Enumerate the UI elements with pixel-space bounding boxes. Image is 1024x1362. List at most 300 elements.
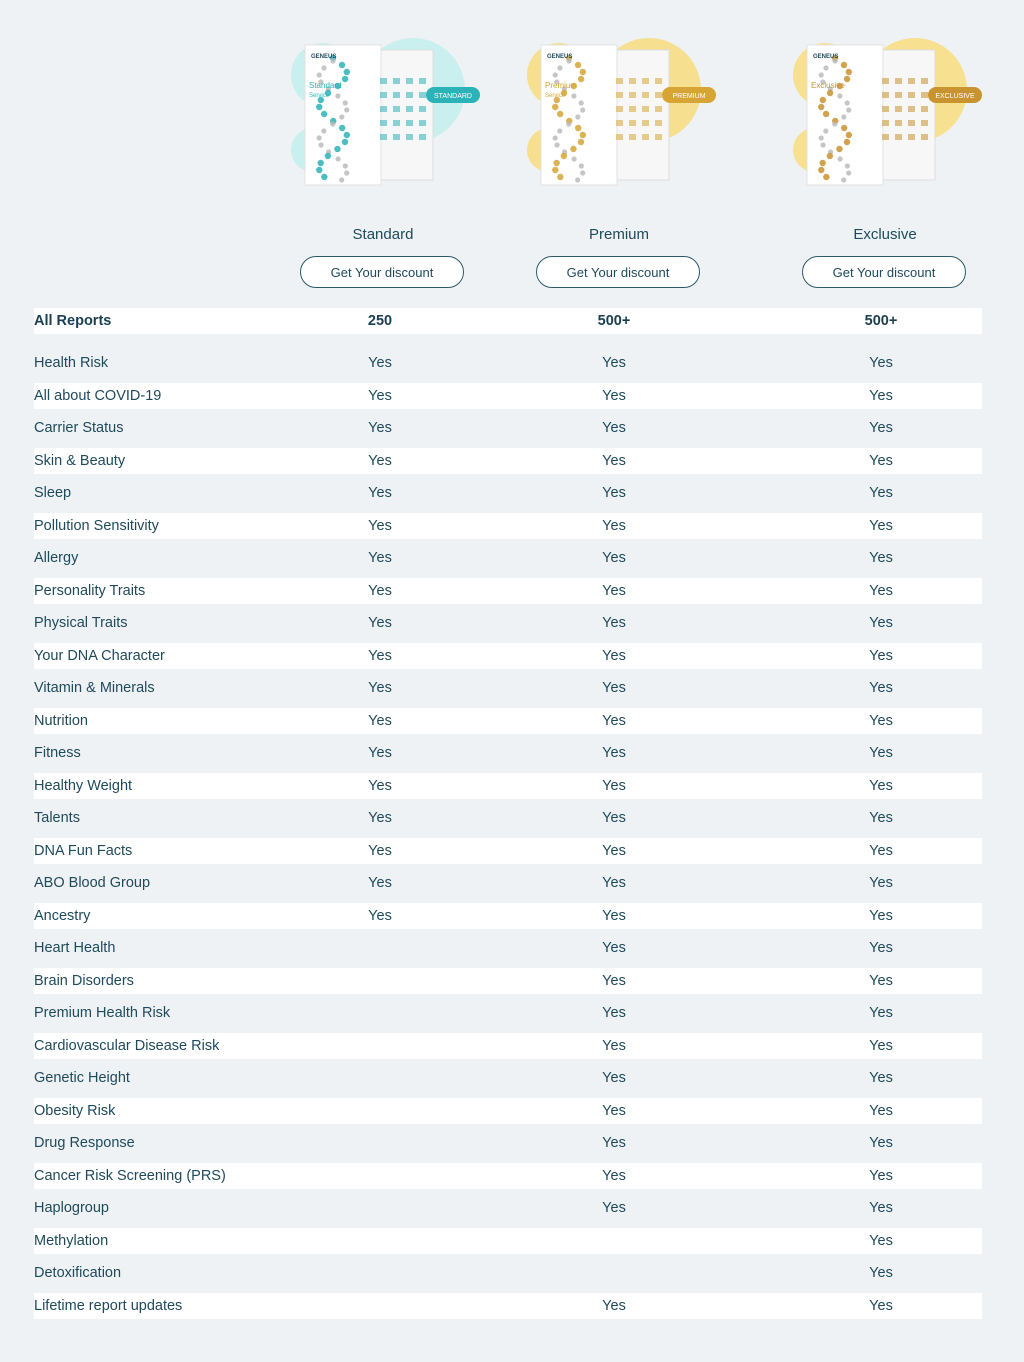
report-icon [882,106,889,112]
dna-dot [554,142,559,147]
feature-standard-value: Yes [368,745,392,761]
kit-title: Exclusive [811,81,845,90]
dna-dot [339,177,344,182]
report-icon [908,120,915,126]
kit-box-back [373,50,433,180]
report-icon [419,134,426,140]
feature-exclusive-value: Yes [869,972,893,989]
feature-label: Healthy Weight [34,777,133,794]
dna-dot [846,69,852,75]
dna-dot [846,132,852,138]
table-row [34,1033,982,1059]
dna-dot [819,72,824,77]
dna-dot [580,107,585,112]
dna-dot [579,163,584,168]
report-icon [393,78,400,84]
feature-standard-value: Yes [368,777,392,794]
kit-subtitle: Service [545,93,566,99]
report-icon [616,106,623,112]
dna-dot [820,97,826,103]
report-icon [406,134,413,140]
dna-dot [823,111,829,117]
table-row [34,1228,982,1254]
table-row [34,740,982,766]
feature-standard-value: Yes [368,842,392,859]
feature-label: Personality Traits [34,582,146,599]
brand-logo: GENEUS [813,54,839,60]
dna-dot [339,62,345,68]
report-icon [921,92,928,98]
all-reports-label: All Reports [34,313,112,329]
dna-dot [570,146,576,152]
report-icon [419,92,426,98]
report-icon [616,120,623,126]
report-icon [908,106,915,112]
plan-standard [283,0,483,300]
dna-dot [561,153,567,159]
feature-premium-value: Yes [602,517,626,534]
report-icon [908,92,915,98]
feature-label: Sleep [34,485,72,501]
dna-dot [819,135,824,140]
dna-dot [334,146,340,152]
feature-premium-value: Yes [602,1297,626,1314]
feature-exclusive-value: Yes [869,647,893,664]
table-row [34,480,982,506]
plan-badge-text: EXCLUSIVE [935,93,975,100]
table-body [34,350,982,1319]
kit-box-back [875,50,935,180]
plan-header [0,0,1024,300]
table-row [34,578,982,604]
report-icon [380,78,387,84]
table-row [34,1000,982,1026]
feature-label: Lifetime report updates [34,1297,183,1314]
feature-label: Methylation [34,1232,109,1249]
feature-exclusive-value: Yes [869,1070,893,1086]
feature-exclusive-value: Yes [869,810,893,826]
dna-dot [846,107,851,112]
dna-dot [823,174,829,180]
dna-dot [579,100,584,105]
dna-dot [557,174,563,180]
dna-dot [832,121,837,126]
report-icon [616,92,623,98]
feature-standard-value: Yes [368,647,392,664]
dna-dot [335,93,340,98]
feature-exclusive-value: Yes [869,387,893,404]
feature-exclusive-value: Yes [869,1037,893,1054]
report-icon [895,92,902,98]
table-gap [34,334,982,350]
feature-standard-value: Yes [368,712,392,729]
report-icon [629,134,636,140]
report-icon [921,78,928,84]
feature-premium-value: Yes [602,550,626,566]
feature-premium-value: Yes [602,452,626,469]
feature-exclusive-value: Yes [869,452,893,469]
feature-exclusive-value: Yes [869,1297,893,1314]
feature-label: Drug Response [34,1135,135,1151]
report-icon [655,134,662,140]
report-icon [406,106,413,112]
feature-premium-value: Yes [602,680,626,696]
dna-dot [841,177,846,182]
feature-exclusive-value: Yes [869,582,893,599]
get-discount-exclusive-button[interactable]: Get Your discount [802,256,966,288]
report-icon [642,78,649,84]
dna-dot [316,104,322,110]
table-row [34,383,982,409]
feature-premium-value: Yes [602,972,626,989]
feature-standard-value: Yes [368,680,392,696]
feature-label: Nutrition [34,712,88,729]
feature-premium-value: Yes [602,647,626,664]
dna-dot [316,167,322,173]
report-icon [642,134,649,140]
plan-exclusive [785,0,985,300]
dna-dot [330,121,335,126]
feature-label: Health Risk [34,355,109,371]
dna-dot [344,69,350,75]
dna-dot [339,125,345,131]
feature-standard-value: Yes [368,485,392,501]
table-row [34,1065,982,1091]
feature-label: All about COVID-19 [34,387,162,404]
premium-kit-image [519,30,719,200]
report-icon [380,92,387,98]
dna-dot [841,62,847,68]
feature-premium-value: Yes [602,1167,626,1184]
report-icon [655,78,662,84]
feature-label: Haplogroup [34,1200,109,1216]
report-icon [406,120,413,126]
feature-premium-value: Yes [602,745,626,761]
feature-premium-value: Yes [602,940,626,956]
report-icon [908,78,915,84]
feature-label: Pollution Sensitivity [34,517,159,534]
premium-report-count: 500+ [597,313,631,329]
dna-dot [336,156,341,161]
table-row [34,675,982,701]
kit-title: Standard [309,81,342,90]
brand-logo: GENEUS [547,54,573,60]
feature-label: Your DNA Character [34,647,165,664]
feature-premium-value: Yes [602,810,626,826]
feature-exclusive-value: Yes [869,517,893,534]
dna-dot [343,163,348,168]
feature-exclusive-value: Yes [869,1265,893,1281]
feature-standard-value: Yes [368,550,392,566]
feature-exclusive-value: Yes [869,1005,893,1021]
dna-dot [578,139,584,145]
report-icon [882,120,889,126]
feature-exclusive-value: Yes [869,615,893,631]
dna-dot [827,90,833,96]
dna-dot [342,76,348,82]
feature-standard-value: Yes [368,420,392,436]
kit-subtitle: Service [309,93,330,99]
table-row [34,610,982,636]
feature-standard-value: Yes [368,810,392,826]
plan-name-exclusive: Exclusive [853,226,917,243]
dna-dot [552,104,558,110]
table-row [34,1195,982,1221]
dna-dot [344,107,349,112]
dna-dot [342,139,348,145]
table-row [34,1163,982,1189]
report-icon [629,92,636,98]
dna-dot [823,65,828,70]
feature-label: Obesity Risk [34,1102,116,1119]
comparison-table [34,308,982,1319]
feature-premium-value: Yes [602,1037,626,1054]
report-icon [882,78,889,84]
feature-label: Brain Disorders [34,972,134,989]
report-icon [419,120,426,126]
feature-label: Ancestry [34,907,91,924]
feature-premium-value: Yes [602,712,626,729]
report-icon [380,134,387,140]
plan-name-standard: Standard [352,226,414,243]
report-icon [882,92,889,98]
dna-dot [557,111,563,117]
feature-label: Fitness [34,745,81,761]
dna-dot [818,167,824,173]
report-icon [393,92,400,98]
report-icon [895,78,902,84]
dna-dot [321,128,326,133]
feature-exclusive-value: Yes [869,680,893,696]
feature-exclusive-value: Yes [869,1200,893,1216]
feature-label: Premium Health Risk [34,1005,171,1021]
table-row [34,643,982,669]
dna-dot [836,146,842,152]
exclusive-report-count: 500+ [864,313,898,329]
feature-premium-value: Yes [602,875,626,891]
feature-label: Cardiovascular Disease Risk [34,1037,220,1054]
feature-premium-value: Yes [602,387,626,404]
report-icon [921,134,928,140]
feature-exclusive-value: Yes [869,712,893,729]
dna-dot [823,128,828,133]
table-row [34,1293,982,1319]
report-icon [642,92,649,98]
dna-dot [344,170,349,175]
dna-dot [317,135,322,140]
feature-standard-value: Yes [368,615,392,631]
report-icon [642,120,649,126]
dna-dot [321,174,327,180]
feature-premium-value: Yes [602,1070,626,1086]
get-discount-standard-button[interactable]: Get Your discount [300,256,464,288]
table-row [34,1098,982,1124]
kit-box-back [609,50,669,180]
feature-exclusive-value: Yes [869,875,893,891]
kit-title: Premium [545,81,578,90]
report-icon [921,120,928,126]
feature-premium-value: Yes [602,907,626,924]
report-icon [380,120,387,126]
dna-dot [566,121,571,126]
report-icon [616,78,623,84]
plan-name-premium: Premium [588,226,649,243]
table-row [34,1130,982,1156]
report-icon [655,120,662,126]
feature-exclusive-value: Yes [869,1167,893,1184]
feature-label: Detoxification [34,1265,122,1281]
table-row [34,415,982,441]
feature-exclusive-value: Yes [869,550,893,566]
dna-dot [580,170,585,175]
feature-label: ABO Blood Group [34,875,151,891]
table-header-row [34,308,982,334]
plan-badge-text: PREMIUM [672,93,706,100]
exclusive-kit-image [785,30,985,200]
dna-dot [317,160,323,166]
feature-exclusive-value: Yes [869,1232,893,1249]
feature-premium-value: Yes [602,420,626,436]
feature-premium-value: Yes [602,582,626,599]
table-row [34,805,982,831]
plan-badge-text: STANDARD [434,93,472,100]
report-icon [419,78,426,84]
table-row [34,903,982,929]
feature-label: Carrier Status [34,420,124,436]
dna-dot [318,142,323,147]
dna-dot [575,177,580,182]
table-row [34,350,982,376]
report-icon [642,106,649,112]
feature-exclusive-value: Yes [869,940,893,956]
report-icon [655,92,662,98]
report-icon [406,92,413,98]
report-icon [895,134,902,140]
dna-dot [838,156,843,161]
report-icon [393,134,400,140]
feature-premium-value: Yes [602,615,626,631]
brand-logo: GENEUS [311,54,337,60]
dna-dot [575,125,581,131]
dna-dot [572,156,577,161]
report-icon [882,134,889,140]
dna-dot [552,167,558,173]
dna-dot [575,62,581,68]
feature-label: Cancer Risk Screening (PRS) [34,1167,226,1184]
dna-dot [580,132,586,138]
table-row [34,708,982,734]
report-icon [393,106,400,112]
feature-exclusive-value: Yes [869,907,893,924]
dna-dot [844,76,850,82]
feature-label: DNA Fun Facts [34,842,133,859]
dna-dot [343,100,348,105]
feature-exclusive-value: Yes [869,842,893,859]
feature-label: Talents [34,810,80,826]
dna-dot [575,114,580,119]
feature-premium-value: Yes [602,842,626,859]
dna-dot [578,76,584,82]
dna-dot [827,153,833,159]
feature-label: Physical Traits [34,615,128,631]
feature-premium-value: Yes [602,1200,626,1216]
report-icon [655,106,662,112]
feature-exclusive-value: Yes [869,485,893,501]
feature-premium-value: Yes [602,1005,626,1021]
dna-dot [339,114,344,119]
feature-exclusive-value: Yes [869,777,893,794]
dna-dot [846,170,851,175]
feature-exclusive-value: Yes [869,1135,893,1151]
feature-exclusive-value: Yes [869,745,893,761]
report-icon [629,78,636,84]
report-icon [629,120,636,126]
feature-premium-value: Yes [602,1102,626,1119]
report-icon [908,134,915,140]
report-icon [616,134,623,140]
feature-label: Allergy [34,550,79,566]
table-row [34,773,982,799]
feature-label: Heart Health [34,940,116,956]
feature-exclusive-value: Yes [869,1102,893,1119]
get-discount-premium-button[interactable]: Get Your discount [536,256,700,288]
table-row [34,968,982,994]
dna-dot [820,142,825,147]
plan-premium [519,0,719,300]
feature-premium-value: Yes [602,355,626,371]
dna-dot [818,104,824,110]
dna-dot [844,139,850,145]
feature-exclusive-value: Yes [869,420,893,436]
report-icon [419,106,426,112]
feature-premium-value: Yes [602,777,626,794]
dna-dot [819,160,825,166]
feature-standard-value: Yes [368,517,392,534]
standard-report-count: 250 [367,313,393,329]
dna-dot [553,72,558,77]
dna-dot [580,69,586,75]
feature-label: Genetic Height [34,1070,130,1086]
table-row [34,870,982,896]
feature-premium-value: Yes [602,1135,626,1151]
table-row [34,545,982,571]
feature-premium-value: Yes [602,485,626,501]
dna-dot [837,93,842,98]
feature-standard-value: Yes [368,387,392,404]
table-row [34,448,982,474]
dna-dot [841,114,846,119]
feature-exclusive-value: Yes [869,355,893,371]
dna-dot [571,93,576,98]
report-icon [380,106,387,112]
feature-standard-value: Yes [368,452,392,469]
dna-dot [553,160,559,166]
feature-label: Skin & Beauty [34,452,126,469]
feature-standard-value: Yes [368,907,392,924]
feature-standard-value: Yes [368,582,392,599]
report-icon [406,78,413,84]
dna-dot [557,65,562,70]
table-row [34,935,982,961]
dna-dot [321,65,326,70]
dna-dot [845,100,850,105]
report-icon [629,106,636,112]
dna-dot [845,163,850,168]
table-row [34,1260,982,1286]
dna-dot [325,153,331,159]
dna-dot [317,72,322,77]
standard-kit-image [283,30,483,200]
